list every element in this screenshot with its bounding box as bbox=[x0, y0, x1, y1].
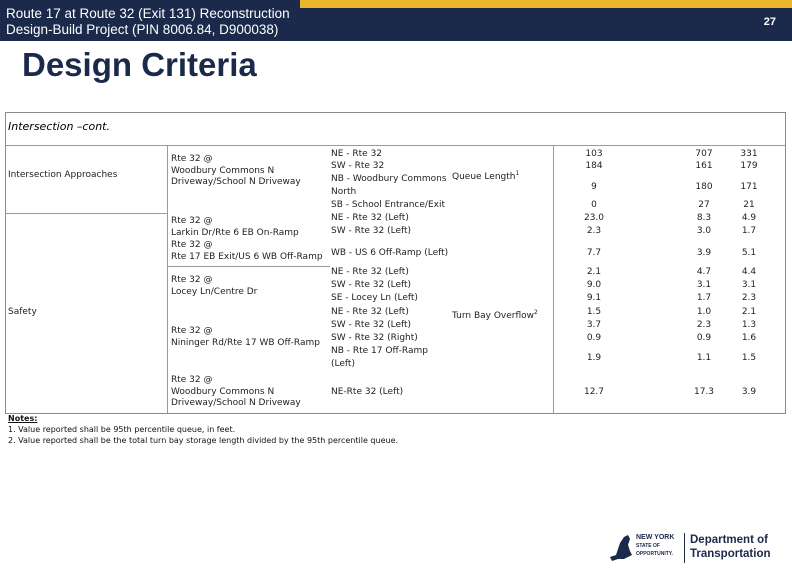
new-york-state-map-icon bbox=[606, 531, 634, 565]
value-cell: 171 bbox=[740, 182, 758, 192]
value-cell: 4.7 bbox=[696, 267, 712, 277]
table-rule bbox=[5, 213, 167, 214]
page-number: 27 bbox=[763, 16, 776, 28]
value-cell: 4.4 bbox=[741, 267, 757, 277]
value-cell: 3.9 bbox=[696, 248, 712, 258]
project-title-line1: Route 17 at Route 32 (Exit 131) Reconstruction bbox=[6, 6, 290, 21]
location-larkin bbox=[171, 216, 299, 239]
value-cell: 5.1 bbox=[741, 248, 757, 258]
value-cell: 8.3 bbox=[696, 213, 712, 223]
department-line: Department of bbox=[690, 534, 768, 546]
footnote-marker: 1 bbox=[515, 170, 520, 177]
movement-cell: North bbox=[331, 187, 357, 197]
value-cell: 3.1 bbox=[741, 280, 757, 290]
table-rule bbox=[553, 145, 554, 413]
project-title-line2: Design-Build Project (PIN 8006.84, D900038) bbox=[6, 22, 279, 37]
location-rte17 bbox=[171, 240, 323, 263]
value-cell: 331 bbox=[740, 149, 758, 159]
movement-cell: NE - Rte 32 (Left) bbox=[331, 307, 409, 317]
value-cell: 180 bbox=[695, 182, 713, 192]
location-line: Rte 32 @ bbox=[171, 275, 213, 285]
value-cell: 1.6 bbox=[741, 333, 757, 343]
accent-stripe bbox=[300, 0, 792, 8]
value-cell: 3.1 bbox=[696, 280, 712, 290]
location-line: Driveway/School N Driveway bbox=[171, 398, 301, 408]
table-rule bbox=[5, 145, 786, 146]
value-cell: 7.7 bbox=[586, 248, 602, 258]
location-line: Rte 32 @ bbox=[171, 375, 213, 385]
slide-title: Design Criteria bbox=[22, 46, 257, 83]
value-cell: 1.0 bbox=[696, 307, 712, 317]
measure-turn-bay-overflow bbox=[452, 307, 538, 323]
location-line: Woodbury Commons N bbox=[171, 165, 275, 176]
movement-cell: NE - Rte 32 (Left) bbox=[331, 267, 409, 277]
value-cell: 21 bbox=[743, 200, 755, 210]
value-cell: 1.5 bbox=[586, 307, 602, 317]
value-cell: 23.0 bbox=[583, 213, 605, 223]
movement-cell: SW - Rte 32 (Left) bbox=[331, 226, 412, 236]
notes-heading: Notes: bbox=[8, 414, 38, 423]
location-line: Rte 32 @ bbox=[171, 326, 213, 336]
movement-cell: SW - Rte 32 bbox=[331, 161, 385, 171]
location-locey bbox=[171, 275, 257, 298]
criteria-table bbox=[5, 112, 786, 414]
movement-cell: SB - School Entrance/Exit bbox=[331, 200, 445, 210]
location-woodbury-2 bbox=[171, 375, 301, 410]
movement-cell: NB - Woodbury Commons bbox=[331, 174, 447, 184]
value-cell: 4.9 bbox=[741, 213, 757, 223]
note-2: 2. Value reported shall be the total turn bay storage length divided by the 95th percentile queue. bbox=[8, 436, 399, 445]
location-line: Rte 32 @ bbox=[171, 154, 213, 164]
value-cell: 9.0 bbox=[586, 280, 602, 290]
state-wordmark-line: NEW YORK bbox=[636, 534, 675, 541]
category-safety: Safety bbox=[8, 307, 37, 317]
location-line: Rte 32 @ bbox=[171, 240, 213, 250]
value-cell: 1.7 bbox=[696, 293, 712, 303]
state-wordmark bbox=[636, 534, 674, 558]
footnote-marker: 2 bbox=[534, 309, 538, 316]
value-cell: 179 bbox=[740, 161, 758, 171]
movement-cell: NE-Rte 32 (Left) bbox=[331, 387, 404, 397]
movement-cell: NB - Rte 17 Off-Ramp bbox=[331, 346, 428, 356]
value-cell: 2.1 bbox=[741, 307, 757, 317]
movement-cell: NE - Rte 32 bbox=[331, 149, 383, 159]
location-line: Rte 17 EB Exit/US 6 WB Off-Ramp bbox=[171, 251, 323, 262]
location-line: Nininger Rd/Rte 17 WB Off-Ramp bbox=[171, 337, 320, 348]
value-cell: 1.9 bbox=[586, 353, 602, 363]
movement-cell: (Left) bbox=[331, 359, 355, 369]
movement-cell: SW - Rte 32 (Left) bbox=[331, 320, 412, 330]
movement-cell: NE - Rte 32 (Left) bbox=[331, 213, 409, 223]
value-cell: 161 bbox=[695, 161, 713, 171]
value-cell: 3.9 bbox=[741, 387, 757, 397]
value-cell: 103 bbox=[585, 149, 603, 159]
measure-label: Turn Bay Overflow bbox=[452, 311, 535, 321]
table-rule bbox=[167, 145, 168, 413]
value-cell: 2.3 bbox=[586, 226, 602, 236]
location-line: Woodbury Commons N bbox=[171, 386, 275, 397]
value-cell: 3.0 bbox=[696, 226, 712, 236]
location-line: Rte 32 @ bbox=[171, 216, 213, 226]
value-cell: 0.9 bbox=[586, 333, 602, 343]
state-wordmark-line: OPPORTUNITY. bbox=[636, 551, 673, 557]
value-cell: 1.7 bbox=[741, 226, 757, 236]
category-approaches: Intersection Approaches bbox=[8, 170, 118, 180]
measure-queue-length bbox=[452, 168, 519, 184]
value-cell: 9 bbox=[591, 182, 597, 192]
value-cell: 17.3 bbox=[693, 387, 715, 397]
value-cell: 184 bbox=[585, 161, 603, 171]
value-cell: 0.9 bbox=[696, 333, 712, 343]
movement-cell: SW - Rte 32 (Left) bbox=[331, 280, 412, 290]
measure-label: Queue Length bbox=[452, 172, 516, 182]
table-rule bbox=[168, 266, 330, 267]
notes bbox=[8, 413, 398, 446]
movement-cell: SW - Rte 32 (Right) bbox=[331, 333, 418, 343]
value-cell: 2.1 bbox=[586, 267, 602, 277]
movement-cell: WB - US 6 Off-Ramp (Left) bbox=[331, 248, 449, 258]
location-woodbury-1 bbox=[171, 154, 301, 189]
value-cell: 2.3 bbox=[696, 320, 712, 330]
logo-divider bbox=[684, 533, 685, 563]
value-cell: 3.7 bbox=[586, 320, 602, 330]
location-line: Larkin Dr/Rte 6 EB On-Ramp bbox=[171, 227, 299, 238]
note-1: 1. Value reported shall be 95th percentile queue, in feet. bbox=[8, 425, 236, 434]
location-nininger bbox=[171, 326, 320, 349]
value-cell: 0 bbox=[591, 200, 597, 210]
value-cell: 707 bbox=[695, 149, 713, 159]
state-wordmark-line: STATE OF bbox=[636, 543, 660, 549]
movement-cell: SE - Locey Ln (Left) bbox=[331, 293, 418, 303]
value-cell: 27 bbox=[698, 200, 710, 210]
value-cell: 1.5 bbox=[741, 353, 757, 363]
location-line: Driveway/School N Driveway bbox=[171, 177, 301, 187]
value-cell: 12.7 bbox=[583, 387, 605, 397]
location-line: Locey Ln/Centre Dr bbox=[171, 286, 258, 297]
department-line: Transportation bbox=[690, 548, 771, 560]
value-cell: 1.1 bbox=[696, 353, 712, 363]
value-cell: 1.3 bbox=[741, 320, 757, 330]
nysdot-logo bbox=[606, 531, 786, 569]
value-cell: 9.1 bbox=[586, 293, 602, 303]
department-wordmark bbox=[690, 533, 771, 561]
project-title bbox=[6, 6, 290, 38]
section-heading: Intersection –cont. bbox=[8, 120, 110, 133]
value-cell: 2.3 bbox=[741, 293, 757, 303]
